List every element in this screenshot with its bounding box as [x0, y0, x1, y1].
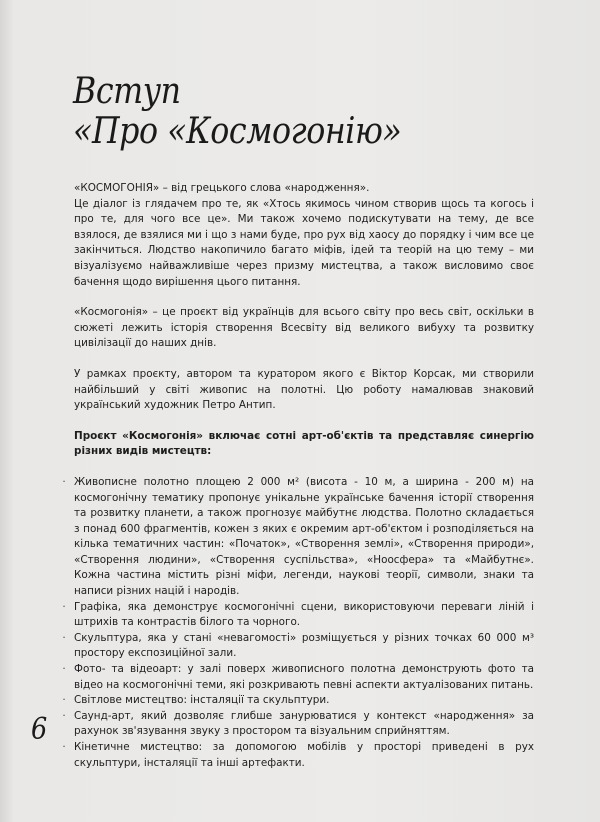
list-item-text: Кінетичне мистецтво: за допомогою мобілів у просторі приведені в рух скульптури, інсталяції та інші артефакти.	[74, 741, 534, 769]
bullet-icon: ·	[62, 475, 66, 488]
list-intro: Проєкт «Космогонія» включає сотні арт-об'єктів та представляє синергію різних видів мистецтв:	[74, 429, 534, 458]
paragraph-painting: У рамках проєкту, автором та куратором якого є Віктор Корсак, ми створили найбільший у світі живопис на полотні. Цю роботу намалював знаковий український художник Петро Антип.	[74, 367, 534, 412]
bullet-icon: ·	[62, 663, 66, 676]
page-number: 6	[31, 712, 48, 747]
bullet-icon: ·	[62, 694, 66, 707]
art-forms-list	[62, 475, 534, 771]
paragraph-dialogue: Це діалог із глядачем про те, як «Хтось якимось чином створив щось та когось і про те, для чого все це». Ми також хочемо подискутувати на тему, де все взялося, де взялися ми і що з нами буде, про рух від хаосу до порядку і чим все це закінчиться. Людство накопичило багато міфів, ідей та теорій на цю тему – ми візуалізуємо найважливіше через призму мистецтва, а також висловимо своє бачення щодо вирішення цього питання.	[74, 197, 534, 288]
list-item-text: Світлове мистецтво: інсталяції та скульптури.	[74, 694, 330, 707]
title-line-2: «Про «Космогонію»	[73, 111, 402, 152]
page-title	[73, 72, 401, 152]
bullet-icon: ·	[62, 741, 66, 753]
bullet-icon: ·	[62, 709, 66, 722]
list-item-text: Саунд-арт, який дозволяє глибше занурюватися у контекст «народження» за рахунок зв'язування звуку з простором та візуальним сприйняттям.	[74, 709, 534, 738]
list-item	[62, 662, 534, 693]
list-item	[62, 693, 534, 709]
paragraph-definition: «КОСМОГОНІЯ» – від грецького слова «народження».	[74, 182, 370, 194]
list-item	[62, 631, 534, 662]
list-item-text: Живописне полотно площею 2 000 м² (висота - 10 м, а ширина - 200 м) на космогонічну тематику пропонує унікальне українське бачення історії створення та розвитку планети, а також прогнозує майбутнє людства. Полотно складається з понад 600 фрагментів, кожен з яких є окремим арт-об'єктом і розподіляється на кілька тематичних частин: «Початок», «Створення землі», «Створення природи», «Створення людини», «Створення суспільства», «Ноосфера» та «Майбутнє». Кожна частина містить різні міфи, легенди, наукові теорії, символи, знаки та написи різних націй і народів.	[74, 475, 534, 598]
list-item	[62, 600, 534, 631]
body-text	[62, 181, 534, 771]
bullet-icon: ·	[62, 600, 66, 613]
list-item	[62, 475, 534, 600]
list-item	[62, 740, 534, 771]
paragraph-project: «Космогонія» – це проєкт від українців для всього світу про весь світ, оскільки в сюжеті лежить історія створення Всесвіту від великого вибуху та розвитку цивілізації до наших днів.	[74, 306, 534, 350]
title-line-1: Вступ	[73, 71, 181, 112]
list-item-text: Графіка, яка демонструє космогонічні сцени, використовуючи переваги ліній і штрихів та контрастів білого та чорного.	[74, 600, 534, 629]
list-item-text: Скульптура, яка у стані «невагомості» розміщується у різних точках 60 000 м³ простору експозиційної зали.	[74, 631, 534, 660]
list-item	[62, 709, 534, 740]
bullet-icon: ·	[62, 631, 66, 644]
list-item-text: Фото- та відеоарт: у залі поверх живописного полотна демонструють фото та відео на космогонічні теми, які розкривають певні аспекти актуалізованих питань.	[74, 663, 534, 691]
